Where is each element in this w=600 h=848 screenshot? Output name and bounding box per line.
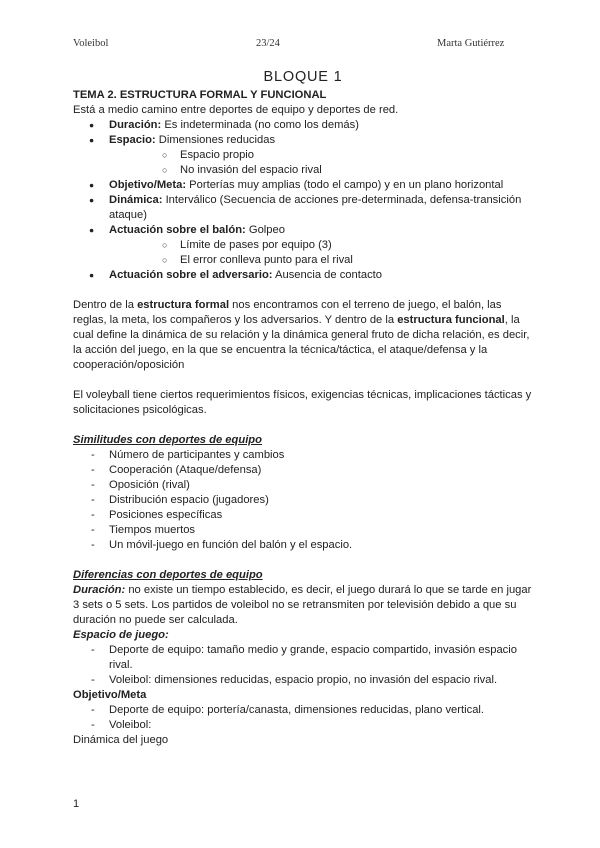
property-duracion: ● Duración: Es indeterminada (no como los demás) [73, 118, 533, 133]
page-number: 1 [73, 798, 80, 810]
property-objetivo: ● Objetivo/Meta: Porterías muy amplias (todo el campo) y en un plano horizontal [73, 178, 533, 193]
espacio-list [73, 643, 533, 688]
list-item: - Oposición (rival) [73, 478, 533, 493]
list-item: - Deporte de equipo: tamaño medio y grande, espacio compartido, invasión espacio rival. [73, 643, 533, 673]
list-item: - Posiciones específicas [73, 508, 533, 523]
list-item: - Deporte de equipo: portería/canasta, dimensiones reducidas, plano vertical. [73, 703, 533, 718]
list-item: - Tiempos muertos [73, 523, 533, 538]
similitudes-heading: Similitudes con deportes de equipo [73, 434, 262, 446]
list-item: ○ No invasión del espacio rival [109, 163, 533, 178]
structure-paragraph: Dentro de la estructura formal nos encontramos con el terreno de juego, el balón, las reglas, la meta, los compañeros y los adversarios. Y dentro de la estructura funcional, la cual define la dinámica de su relación y la dinámica general fruto de dicha relación, es decir, la acción del juego, en la que se encuentra la técnica/táctica, el ataque/defensa y la cooperación/oposición [73, 299, 530, 371]
list-item: - Distribución espacio (jugadores) [73, 493, 533, 508]
list-item: - Cooperación (Ataque/defensa) [73, 463, 533, 478]
properties-list [73, 118, 533, 283]
list-item: ○ El error conlleva punto para el rival [109, 253, 533, 268]
dinamica-heading: Dinámica del juego [73, 734, 169, 746]
page-title: BLOQUE 1 [263, 69, 343, 85]
list-item: - Voleibol: [73, 718, 533, 733]
property-espacio: ● Espacio: Dimensiones reducidas ○ Espacio propio ○ No invasión del espacio rival [73, 133, 533, 178]
section-heading: TEMA 2. ESTRUCTURA FORMAL Y FUNCIONAL [73, 89, 327, 101]
document-body [73, 70, 533, 748]
requirements-paragraph: El voleyball tiene ciertos requerimientos físicos, exigencias técnicas, implicaciones tácticas y solicitaciones psicológicas. [73, 389, 532, 416]
espacio-sublist [109, 148, 533, 178]
header-subject: Voleibol [73, 38, 109, 49]
header-author: Marta Gutiérrez [437, 38, 505, 49]
duracion-paragraph: Duración: no existe un tiempo establecido, es decir, el juego durará lo que se tarde en jugar 3 sets o 5 sets. Los partidos de voleibol no se retransmiten por televisión debido a que su duración no puede ser calculada. [73, 584, 532, 626]
list-item: - Número de participantes y cambios [73, 448, 533, 463]
property-balon: ● Actuación sobre el balón: Golpeo ○ Límite de pases por equipo (3) ○ El error conlleva punto para el rival [73, 223, 533, 268]
objetivo-list [73, 703, 533, 733]
intro-text: Está a medio camino entre deportes de equipo y deportes de red. [73, 104, 399, 116]
list-item: - Un móvil-juego en función del balón y el espacio. [73, 538, 533, 553]
list-item: - Voleibol: dimensiones reducidas, espacio propio, no invasión del espacio rival. [73, 673, 533, 688]
list-item: ○ Límite de pases por equipo (3) [109, 238, 533, 253]
similitudes-list [73, 448, 533, 553]
balon-sublist [109, 238, 533, 268]
diferencias-heading: Diferencias con deportes de equipo [73, 569, 263, 581]
property-adversario: ● Actuación sobre el adversario: Ausencia de contacto [73, 268, 533, 283]
list-item: ○ Espacio propio [109, 148, 533, 163]
header-year: 23/24 [256, 38, 280, 49]
espacio-heading: Espacio de juego: [73, 629, 169, 641]
property-dinamica: ● Dinámica: Interválico (Secuencia de acciones pre-determinada, defensa-transición ataque) [73, 193, 533, 223]
objetivo-heading: Objetivo/Meta [73, 689, 147, 701]
